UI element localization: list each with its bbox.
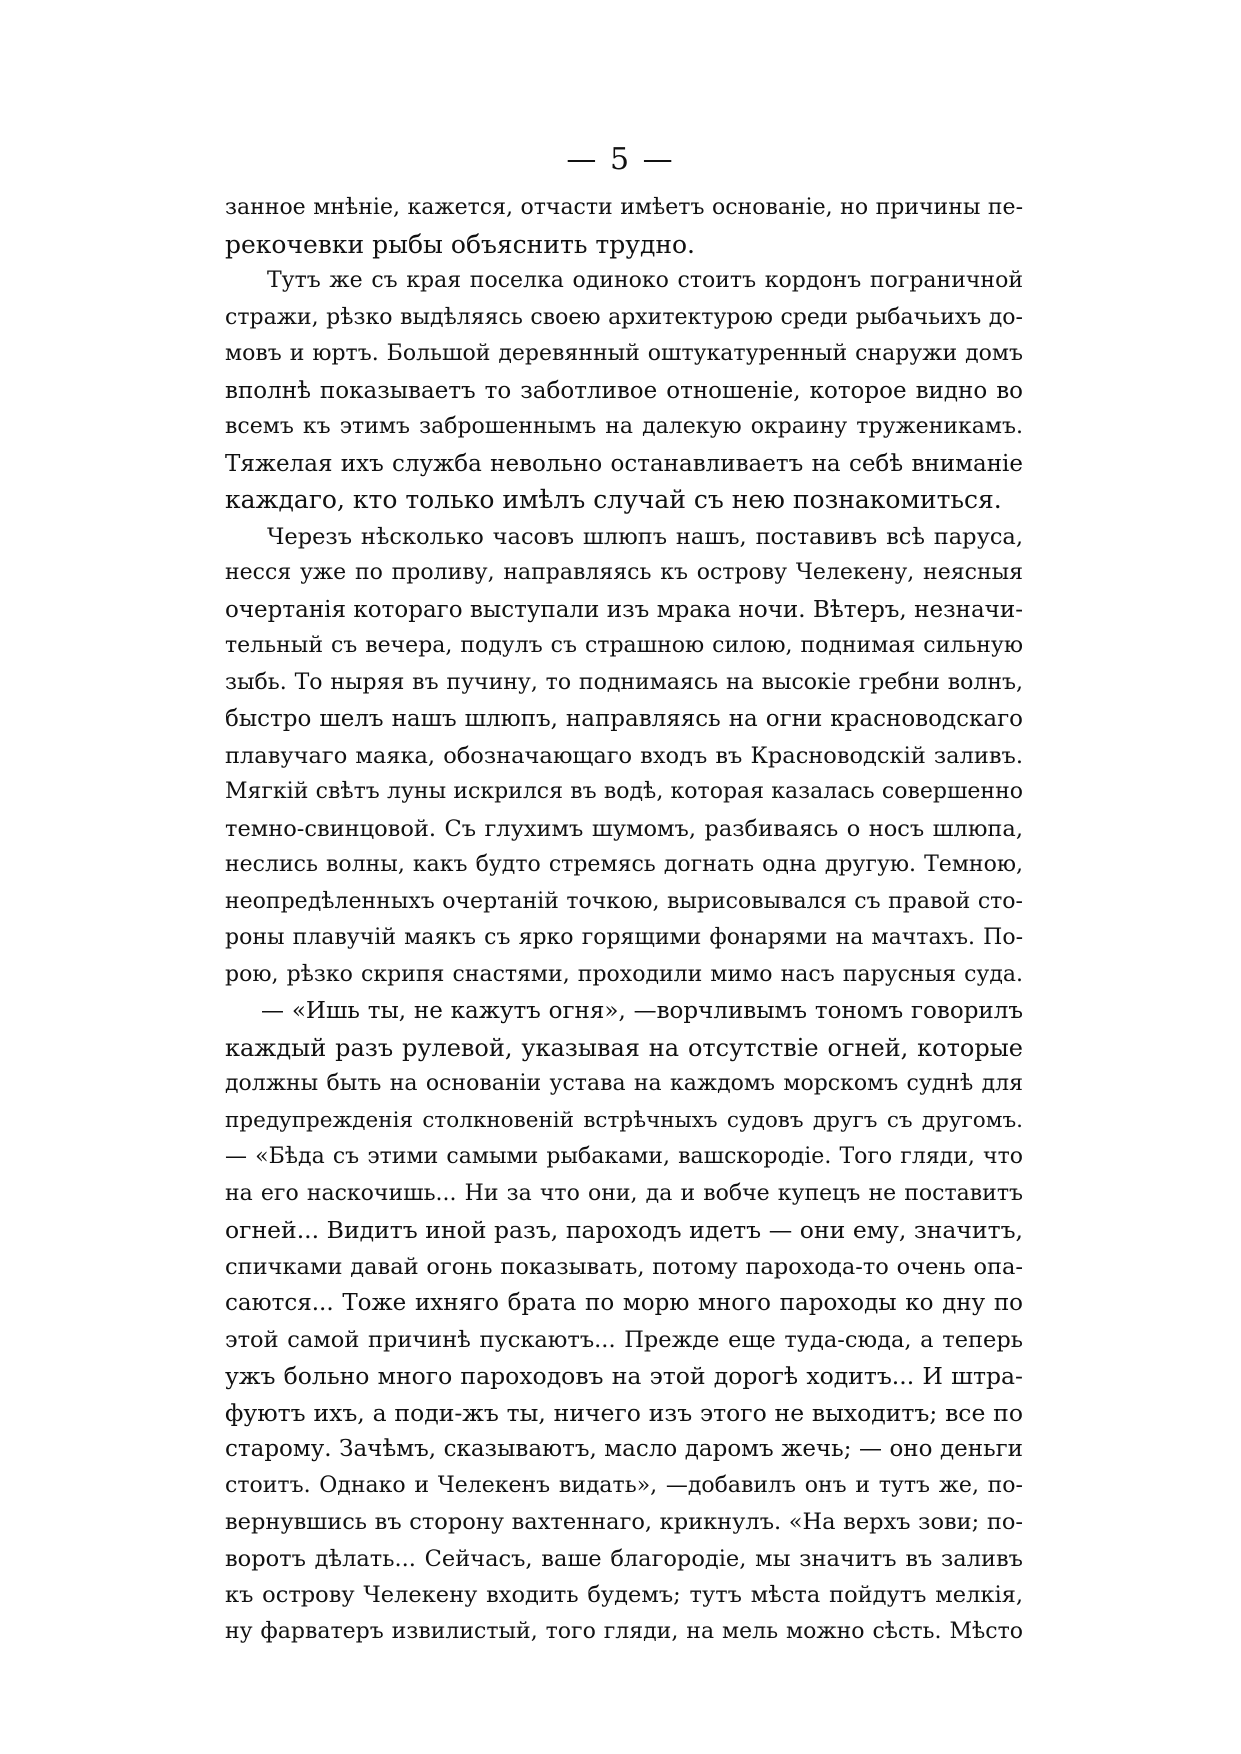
text-line: Черезъ нѣсколько часовъ шлюпъ нашъ, поставивъ всѣ паруса, bbox=[267, 523, 1023, 550]
body-text bbox=[225, 190, 1023, 1650]
text-line: вернувшись въ сторону вахтеннаго, крикнулъ. «На верхъ зови; по- bbox=[225, 1509, 1023, 1535]
text-line: — «Ишь ты, не кажутъ огня», —ворчливымъ тономъ говорилъ bbox=[261, 998, 1023, 1024]
text-line: очертанія котораго выступали изъ мрака ночи. Вѣтеръ, незначи- bbox=[225, 596, 1023, 623]
text-line: темно-свинцовой. Съ глухимъ шумомъ, разбиваясь о носъ шлюпа, bbox=[225, 815, 1023, 842]
text-line: Мягкій свѣтъ луны искрился въ водѣ, которая казалась совершенно bbox=[225, 779, 1023, 804]
text-line: мовъ и юртъ. Большой деревянный оштукатуренный снаружи домъ bbox=[225, 341, 1023, 366]
text-line: огней... Видитъ иной разъ, пароходъ идетъ — они ему, значитъ, bbox=[225, 1216, 1023, 1244]
text-line: быстро шелъ нашъ шлюпъ, направляясь на огни красноводскаго bbox=[225, 706, 1023, 732]
text-line: предупрежденія столкновеній встрѣчныхъ судовъ другъ съ другомъ. bbox=[225, 1107, 1023, 1133]
text-line: тельный съ вечера, подулъ съ страшною силою, поднимая сильную bbox=[225, 633, 1023, 658]
text-line: ужъ больно много пароходовъ на этой дорогѣ ходитъ... И штра- bbox=[225, 1362, 1023, 1390]
text-line: неопредѣленныхъ очертаній точкою, вырисовывался съ правой сто- bbox=[225, 888, 1023, 914]
text-line: каждаго, кто только имѣлъ случай съ нею познакомиться. bbox=[225, 485, 1002, 514]
text-line: саются... Тоже ихняго брата по морю много пароходы ко дну по bbox=[225, 1290, 1023, 1316]
text-line: рекочевки рыбы объяснить трудно. bbox=[225, 229, 695, 259]
text-line: воротъ дѣлать... Сейчасъ, ваше благородіе, мы значитъ въ заливъ bbox=[225, 1545, 1023, 1572]
text-line: неслись волны, какъ будто стремясь догнать одна другую. Темною, bbox=[225, 852, 1023, 877]
text-line: роны плавучій маякъ съ ярко горящими фонарями на мачтахъ. По- bbox=[225, 925, 1023, 950]
text-line: зыбь. То ныряя въ пучину, то поднимаясь на высокіе гребни волнъ, bbox=[225, 669, 1023, 695]
text-line: ну фарватеръ извилистый, того гляди, на мель можно сѣсть. Мѣсто bbox=[225, 1618, 1023, 1644]
page-number: — 5 — bbox=[566, 142, 675, 177]
text-line: этой самой причинѣ пускаютъ... Прежде еще туда-сюда, а теперь bbox=[225, 1326, 1023, 1353]
text-line: къ острову Челекену входить будемъ; тутъ мѣста пойдутъ мелкія, bbox=[225, 1582, 1023, 1608]
text-line: Тутъ же съ края поселка одиноко стоитъ кордонъ пограничной bbox=[267, 268, 1023, 293]
text-line: каждый разъ рулевой, указывая на отсутствіе огней, которые bbox=[225, 1033, 1023, 1062]
text-line: стоитъ. Однако и Челекенъ видать», —добавилъ онъ и тутъ же, по- bbox=[225, 1472, 1023, 1498]
text-line: вполнѣ показываетъ то заботливое отношеніе, которое видно во bbox=[225, 377, 1023, 404]
text-line: занное мнѣніе, кажется, отчасти имѣетъ основаніе, но причины пе- bbox=[225, 195, 1023, 220]
text-line: на его наскочишь... Ни за что они, да и вобче купецъ не поставитъ bbox=[225, 1180, 1023, 1206]
text-line: стражи, рѣзко выдѣляясь своею архитектурою среди рыбачьихъ до- bbox=[225, 304, 1023, 330]
text-line: рою, рѣзко скрипя снастями, проходили мимо насъ парусныя суда. bbox=[225, 961, 1023, 987]
text-line: фуютъ ихъ, а поди-жъ ты, ничего изъ этого не выходитъ; все по bbox=[225, 1398, 1023, 1427]
text-line: всемъ къ этимъ заброшеннымъ на далекую окраину труженикамъ. bbox=[225, 414, 1023, 439]
text-line: — «Бѣда съ этими самыми рыбаками, вашскородіе. Того гляди, что bbox=[225, 1144, 1023, 1169]
text-line: старому. Зачѣмъ, сказываютъ, масло даромъ жечь; — оно деньги bbox=[225, 1436, 1023, 1462]
text-line: Тяжелая ихъ служба невольно останавливаетъ на себѣ вниманіе bbox=[225, 450, 1023, 477]
text-line: должны быть на основаніи устава на каждомъ морскомъ суднѣ для bbox=[225, 1071, 1023, 1096]
text-line: плавучаго маяка, обозначающаго входъ въ Красноводскій заливъ. bbox=[225, 742, 1023, 769]
text-line: несся уже по проливу, направляясь къ острову Челекену, неясныя bbox=[225, 560, 1023, 585]
text-line: спичками давай огонь показывать, потому парохода-то очень опа- bbox=[225, 1253, 1023, 1280]
